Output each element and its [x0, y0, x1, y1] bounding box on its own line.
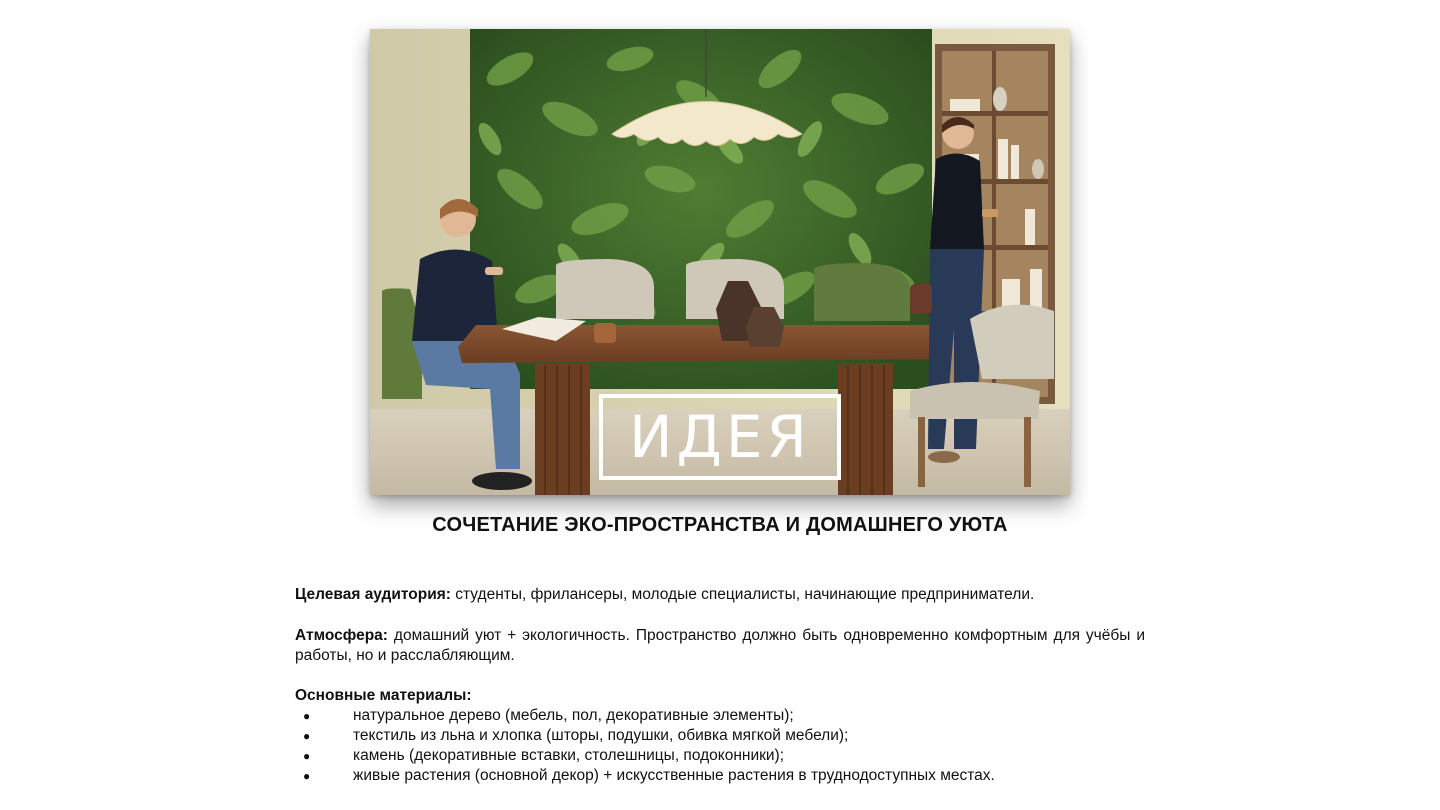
list-item-text: текстиль из льна и хлопка (шторы, подушки, обивка мягкой мебели); — [353, 727, 849, 744]
bullet-icon: ● — [303, 729, 311, 743]
bullet-icon: ● — [303, 769, 311, 783]
mug — [594, 323, 616, 343]
bullet-icon: ● — [303, 749, 311, 763]
materials-title: Основные материалы: — [295, 687, 472, 704]
target-audience-text: студенты, фрилансеры, молодые специалисты, начинающие предприниматели. — [450, 586, 1035, 603]
atmosphere-paragraph — [295, 626, 1145, 666]
list-item — [295, 746, 1145, 766]
atmosphere-text: домашний уют + экологичность. Пространство должно быть одновременно комфортным для учёбы и работы, но и расслабляющим. — [295, 627, 1145, 664]
image-caption: СОЧЕТАНИЕ ЭКО-ПРОСТРАНСТВА И ДОМАШНЕГО УЮТА — [432, 514, 1008, 536]
materials-section — [295, 686, 1145, 786]
list-item — [295, 766, 1145, 786]
atmosphere-label: Атмосфера: — [295, 627, 388, 644]
list-item-text: натуральное дерево (мебель, пол, декоративные элементы); — [353, 707, 794, 724]
target-audience-label: Целевая аудитория: — [295, 586, 451, 603]
bullet-icon: ● — [303, 709, 311, 723]
materials-list — [295, 706, 1145, 786]
list-item — [295, 726, 1145, 746]
target-audience-paragraph — [295, 585, 1145, 605]
list-item-text: камень (декоративные вставки, столешницы, подоконники); — [353, 747, 785, 764]
hero-image — [370, 29, 1070, 495]
list-item — [295, 706, 1145, 726]
list-item-text: живые растения (основной декор) + искусственные растения в труднодоступных местах. — [353, 767, 995, 784]
idea-title: ИДЕЯ — [629, 403, 811, 471]
idea-title-frame — [599, 394, 841, 480]
